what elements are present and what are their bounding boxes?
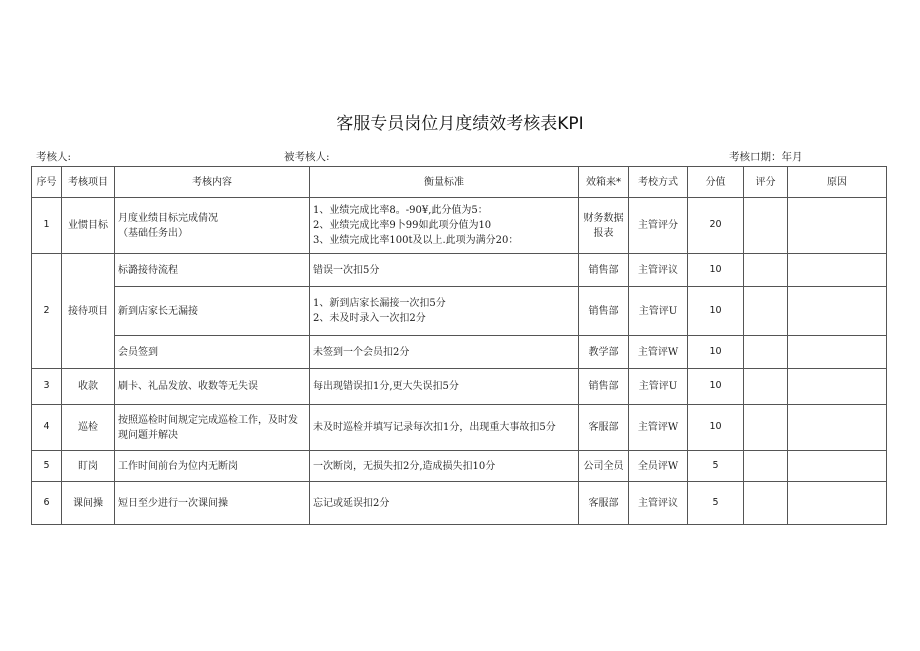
- row-standard-line: 每出现错误扣1分,更大失误扣5分: [313, 381, 459, 392]
- row-reason-cell[interactable]: [788, 198, 887, 254]
- row-rating-cell[interactable]: [744, 482, 788, 525]
- row-content: 标潞接待流程: [115, 254, 310, 287]
- row-standard-line: 一次断岗，无损失扣2分,造成损失扣10分: [313, 460, 496, 472]
- row-item: 巡检: [62, 405, 115, 451]
- row-standard-line: 2、未及时录入一次扣2分: [313, 313, 426, 324]
- row-standard-line: 未签到一个会员扣2分: [313, 346, 410, 358]
- row-content: 会员签到: [115, 336, 310, 369]
- row-reason-cell[interactable]: [788, 336, 887, 369]
- row-seq: 5: [32, 451, 62, 482]
- row-method: 主管评W: [629, 336, 688, 369]
- assessor-label: 考核人:: [36, 151, 72, 163]
- row-dept: 公司全员: [579, 451, 629, 482]
- row-content: 按照巡检时间规定完成巡检工作，及时发现问题并解决: [115, 405, 310, 451]
- row-score: 10: [688, 336, 744, 369]
- row-dept: 财务数据报表: [579, 198, 629, 254]
- row-standard: [310, 336, 579, 369]
- row-reason-cell[interactable]: [788, 254, 887, 287]
- row-seq: 6: [32, 482, 62, 525]
- header-seq: 序号: [32, 167, 62, 198]
- row-method: 主管评议: [629, 254, 688, 287]
- row-seq: 2: [32, 254, 62, 369]
- row-item: 业惯目标: [62, 198, 115, 254]
- row-standard: [310, 254, 579, 287]
- row-content: 短日至少进行一次课间操: [115, 482, 310, 525]
- row-standard: [310, 482, 579, 525]
- table-row: [32, 405, 887, 451]
- header-dept: 效箱来*: [579, 167, 629, 198]
- row-standard-line: 2、业绩完成比率9卜99如此项分值为10: [313, 220, 492, 231]
- header-standard: 衡量标准: [310, 167, 579, 198]
- row-rating-cell[interactable]: [744, 287, 788, 336]
- table-row: [32, 254, 887, 287]
- row-score: 5: [688, 451, 744, 482]
- row-content-line: 月度业绩目标完成倩况 （基础任务出）: [118, 212, 218, 239]
- row-score: 5: [688, 482, 744, 525]
- row-standard-line: 3、业绩完成比率100t及以上.此项为满分20：: [313, 235, 519, 246]
- assessment-date-label: 考核口期：年月: [729, 151, 803, 163]
- row-score: 10: [688, 287, 744, 336]
- row-dept: 销售部: [579, 369, 629, 405]
- table-row: [32, 482, 887, 525]
- row-item: 收款: [62, 369, 115, 405]
- row-content: [115, 198, 310, 254]
- header-item: 考核项目: [62, 167, 115, 198]
- row-method: 主管评U: [629, 369, 688, 405]
- row-method: 主管评U: [629, 287, 688, 336]
- row-reason-cell[interactable]: [788, 369, 887, 405]
- row-standard-line: 错误一次扣5分: [313, 264, 380, 276]
- header-method: 考校方式: [629, 167, 688, 198]
- table-row: [32, 287, 887, 336]
- row-score: 10: [688, 254, 744, 287]
- row-method: 全员评W: [629, 451, 688, 482]
- row-score: 20: [688, 198, 744, 254]
- table-row: [32, 198, 887, 254]
- table-row: [32, 369, 887, 405]
- row-method: 主管评议: [629, 482, 688, 525]
- row-item: 接待项目: [62, 254, 115, 369]
- row-standard-line: 1、新到店家长漏接一次扣5分: [313, 298, 446, 309]
- row-rating-cell[interactable]: [744, 198, 788, 254]
- row-item: 盯岗: [62, 451, 115, 482]
- row-dept: 客服部: [579, 405, 629, 451]
- row-score: 10: [688, 405, 744, 451]
- row-standard-line: 忘记或延误扣2分: [313, 497, 390, 509]
- row-standard: [310, 451, 579, 482]
- row-rating-cell[interactable]: [744, 254, 788, 287]
- row-method: 主管评W: [629, 405, 688, 451]
- row-dept: 教学部: [579, 336, 629, 369]
- header-rating: 评分: [744, 167, 788, 198]
- header-score: 分值: [688, 167, 744, 198]
- header-reason: 原因: [788, 167, 887, 198]
- row-standard-line: 1、业绩完成比率8。-90¥,此分值为5：: [313, 205, 488, 216]
- row-standard: [310, 405, 579, 451]
- table-header-row: [32, 167, 887, 198]
- row-seq: 4: [32, 405, 62, 451]
- row-item: 课间操: [62, 482, 115, 525]
- row-standard-line: 未及时巡检并填写记录每次扣1分，出现重大事故扣5分: [313, 422, 556, 433]
- kpi-table: [31, 166, 887, 525]
- row-dept: 客服部: [579, 482, 629, 525]
- row-reason-cell[interactable]: [788, 451, 887, 482]
- row-content: 工作时间前台为位内无断岗: [115, 451, 310, 482]
- row-reason-cell[interactable]: [788, 482, 887, 525]
- row-dept: 销售部: [579, 254, 629, 287]
- row-method: 主管评分: [629, 198, 688, 254]
- row-content: 新到店家长无漏接: [115, 287, 310, 336]
- page-title: 客服专员岗位月度绩效考核表KPI: [336, 114, 584, 134]
- row-seq: 3: [32, 369, 62, 405]
- table-row: [32, 451, 887, 482]
- row-reason-cell[interactable]: [788, 405, 887, 451]
- row-seq: 1: [32, 198, 62, 254]
- row-score: 10: [688, 369, 744, 405]
- table-row: [32, 336, 887, 369]
- row-standard: [310, 369, 579, 405]
- row-dept: 销售部: [579, 287, 629, 336]
- row-reason-cell[interactable]: [788, 287, 887, 336]
- row-rating-cell[interactable]: [744, 451, 788, 482]
- row-standard: [310, 198, 579, 254]
- header-content: 考核内容: [115, 167, 310, 198]
- row-rating-cell[interactable]: [744, 336, 788, 369]
- row-content: 刷卡、礼品发放、收数等无失误: [115, 369, 310, 405]
- assessee-label: 被考核人:: [284, 151, 330, 163]
- row-rating-cell[interactable]: [744, 405, 788, 451]
- row-standard: [310, 287, 579, 336]
- row-rating-cell[interactable]: [744, 369, 788, 405]
